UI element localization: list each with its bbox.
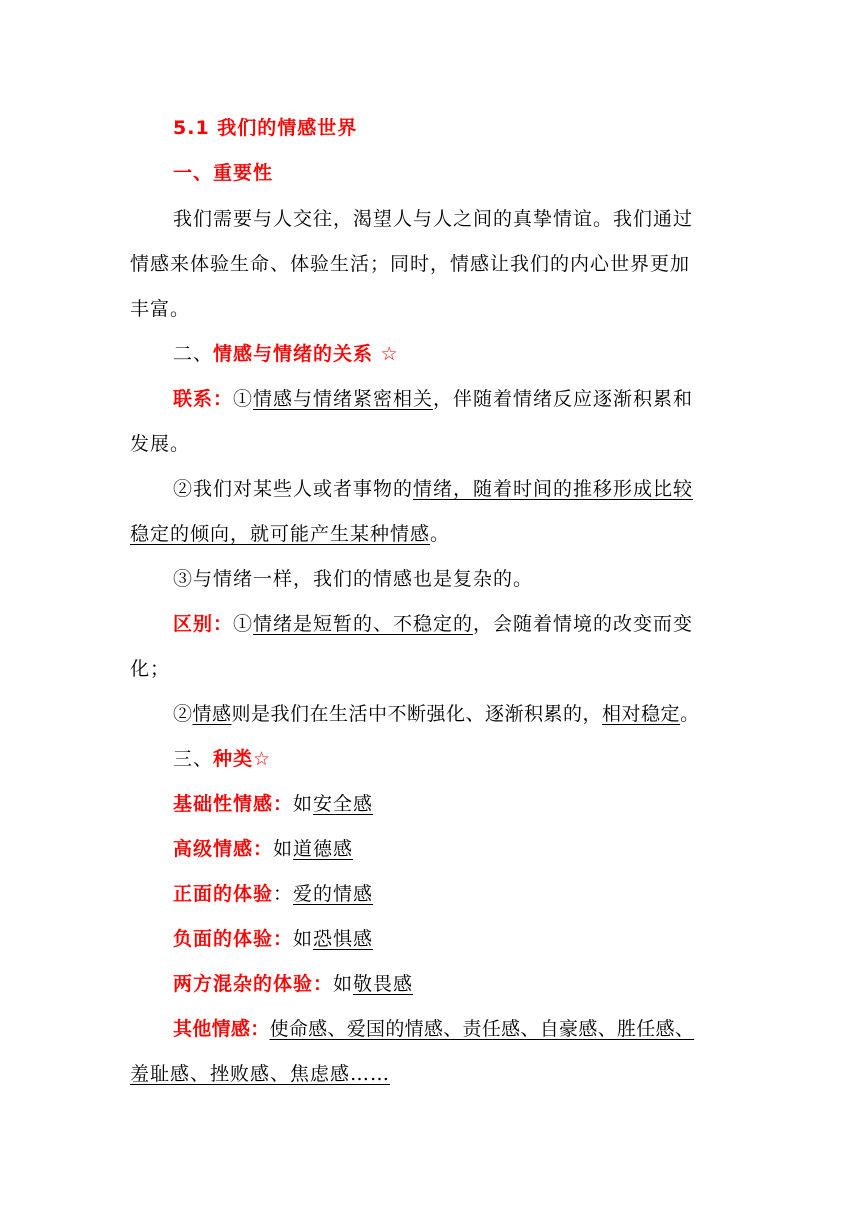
relation-point-1 [173,387,733,411]
emotion-type-item [173,837,733,861]
type-example: 安全感 [313,793,374,815]
type-example: 道德感 [293,838,354,860]
point-number: ② [173,703,193,725]
paragraph-line: 化； [130,658,171,680]
type-prefix: 如 [273,838,294,860]
other-emotions-continued [130,1062,730,1086]
key-phrase: 稳定的倾向，就可能产生某种情感 [130,523,431,545]
paragraph-line [130,522,730,546]
type-label: 基础性情感： [173,793,294,815]
paragraph-line: 情感来体验生命、体验生活；同时，情感让我们的内心世界更加 [130,253,691,275]
point-text: 。 [430,523,451,545]
point-number: ① [233,388,254,410]
label-lianxi: 联系： [173,388,234,410]
point-number: ① [233,613,254,635]
document-title: 5.1 我们的情感世界 [173,117,358,139]
heading-number: 二、 [173,343,214,365]
key-phrase: 相对稳定 [602,703,681,725]
heading-text: 情感与情绪的关系 ☆ [213,343,399,365]
key-phrase: 情绪，随着时间的推移形成比较 [413,478,694,500]
point-text: 则是我们在生活中不断强化、逐渐积累的， [231,703,603,725]
paragraph-line: 发展。 [130,433,191,455]
type-label: 负面的体验： [173,928,294,950]
other-emotions [173,1017,733,1041]
point-text: ②我们对某些人或者事物的 [173,478,414,500]
paragraph-line: 我们需要与人交往，渴望人与人之间的真挚情谊。我们通过 [173,208,694,230]
point-text: ，伴随着情绪反应逐渐积累和 [433,388,694,410]
label-qubie: 区别： [173,613,234,635]
type-label: 两方混杂的体验： [173,973,334,995]
section-heading-types [173,747,733,771]
emotion-type-item [173,792,733,816]
type-example: 羞耻感、挫败感、焦虑感…… [130,1063,391,1085]
emotion-type-item [173,972,733,996]
type-prefix: 如 [293,793,314,815]
emotion-type-item [173,927,733,951]
type-label: 其他情感： [173,1018,270,1040]
relation-point-3: ③与情绪一样，我们的情感也是复杂的。 [173,568,534,590]
difference-point-2 [173,702,733,726]
type-label: 正面的体验 [173,883,274,905]
type-colon: ： [273,883,294,905]
section-heading-importance: 一、重要性 [173,162,274,184]
section-heading-relation [173,342,733,366]
heading-text: 种类☆ [213,748,272,770]
point-text: 。 [680,703,700,725]
key-phrase: 情感与情绪紧密相关 [253,388,434,410]
paragraph-line: 丰富。 [130,298,191,320]
key-phrase: 情绪是短暂的、不稳定的 [253,613,474,635]
type-prefix: 如 [333,973,354,995]
emotion-type-item [173,882,733,906]
key-phrase: 情感 [192,703,232,725]
type-prefix: 如 [293,928,314,950]
point-text: ，会随着情境的改变而变 [473,613,694,635]
difference-point-1 [173,612,733,636]
heading-number: 三、 [173,748,214,770]
relation-point-2 [173,477,733,501]
type-example: 使命感、爱国的情感、责任感、自豪感、胜任感、 [269,1018,695,1040]
type-example: 敬畏感 [353,973,414,995]
type-label: 高级情感： [173,838,274,860]
type-example: 恐惧感 [313,928,374,950]
type-example: 爱的情感 [293,883,374,905]
